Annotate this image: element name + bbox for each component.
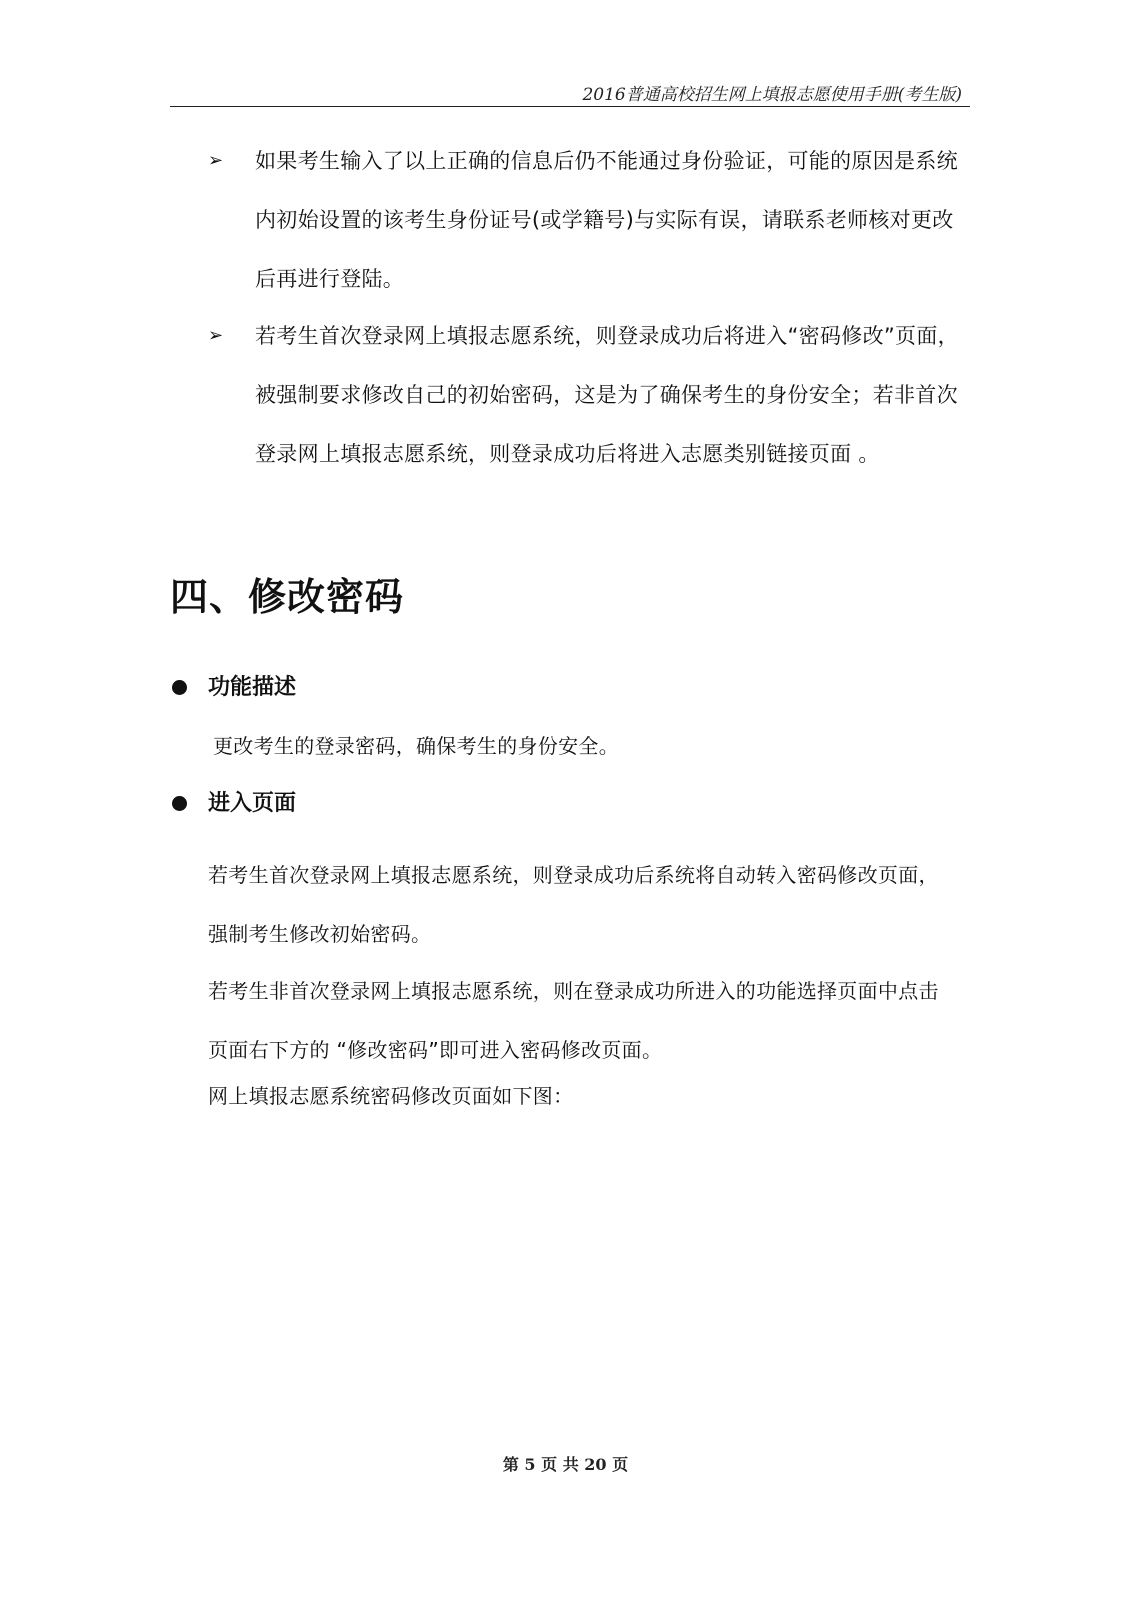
function-description: 更改考生的登录密码，确保考生的身份安全。 bbox=[213, 734, 619, 758]
entry-paragraph: 网上填报志愿系统密码修改页面如下图： bbox=[208, 1084, 574, 1108]
entry-heading bbox=[172, 787, 772, 821]
entry-paragraph: 若考生非首次登录网上填报志愿系统，则在登录成功所进入的功能选择页面中点击页面右下方的 “修改密码”即可进入密码修改页面。 bbox=[208, 979, 939, 1062]
function-heading-label: 功能描述 bbox=[208, 675, 297, 700]
note-text: 若考生首次登录网上填报志愿系统，则登录成功后将进入“密码修改”页面，被强制要求修改自己的初始密码，这是为了确保考生的身份安全；若非首次登录网上填报志愿系统，则登录成功后将进入志愿类别链接页面 。 bbox=[255, 324, 959, 466]
header-title: 2016普通高校招生网上填报志愿使用手册(考生版) bbox=[582, 85, 962, 105]
entry-heading-label: 进入页面 bbox=[208, 791, 297, 816]
page-header bbox=[170, 76, 970, 107]
bullet-dot-icon bbox=[172, 796, 187, 811]
bullet-dot-icon bbox=[172, 680, 187, 695]
note-text: 如果考生输入了以上正确的信息后仍不能通过身份验证，可能的原因是系统内初始设置的该考生身份证号(或学籍号)与实际有误，请联系老师核对更改后再进行登陆。 bbox=[255, 149, 958, 291]
entry-paragraph: 若考生首次登录网上填报志愿系统，则登录成功后系统将自动转入密码修改页面，强制考生修改初始密码。 bbox=[208, 863, 939, 946]
arrow-bullet-icon: ➢ bbox=[208, 325, 224, 346]
function-heading bbox=[172, 671, 772, 705]
arrow-bullet-icon: ➢ bbox=[208, 150, 224, 171]
page-footer: 第 5 页 共 20 页 bbox=[502, 1455, 629, 1474]
section-title: 四、修改密码 bbox=[170, 575, 405, 619]
